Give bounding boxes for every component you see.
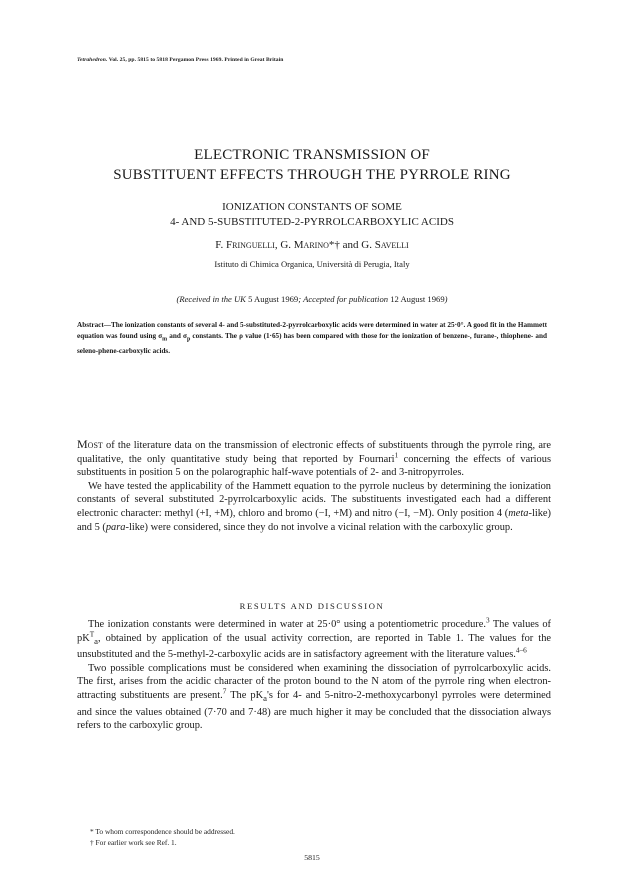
results-p1-text-1: The ionization constants were determined in water at 25·0° using a potentiometric procedure. (88, 619, 486, 630)
abstract (77, 320, 547, 358)
footnote-earlier-work: † For earlier work see Ref. 1. (90, 837, 177, 847)
results-ref-3: 3 (485, 616, 490, 625)
results-p1-text-3: , obtained by application of the usual activity correction, are reported in Table 1. The values for the unsubstituted and the 5-methyl-2-carboxylic acids are in satisfactory agreement with the literature values. (77, 632, 551, 661)
journal-header (77, 57, 283, 63)
introduction (77, 438, 551, 534)
abstract-paragraph (77, 320, 547, 358)
author-3-initial: G. (361, 239, 375, 251)
article-subtitle (0, 200, 624, 230)
article-title (0, 145, 624, 185)
received-date: 5 August 1969 (248, 294, 299, 304)
intro-meta: meta (508, 507, 529, 519)
results-k-sub: a (94, 635, 98, 646)
abstract-sub-m: m (162, 336, 168, 343)
results-paragraph-1 (77, 618, 551, 662)
results-pka-sub: a (263, 693, 267, 704)
results-ref-4-6: 4–6 (515, 646, 527, 655)
subtitle-line-2: 4- AND 5-SUBSTITUTED-2-PYRROLCARBOXYLIC ACIDS (170, 216, 454, 228)
author-1-name: Fringuelli (226, 239, 275, 251)
intro-p2-text-2: -like) and 5 ( (77, 507, 551, 533)
abstract-label: Abstract (77, 321, 104, 329)
journal-name: Tetrahedron. (77, 57, 108, 63)
author-2-name: Marino (293, 239, 329, 251)
intro-p2-text-1: We have tested the applicability of the Hammett equation to the pyrrole nucleus by determining the ionization constants of several substituted 2-pyrrolcarboxylic acids. The substituents investigated each had a different electronic character: methyl (+I, +M), chloro and bromo (−I, +M) and nitro (−I, −M). Only position 4 ( (77, 480, 551, 519)
author-2-marks: *† (328, 239, 340, 251)
title-line-1: ELECTRONIC TRANSMISSION OF (194, 147, 430, 163)
abstract-text-2: and σ (167, 332, 187, 341)
results-ref-7: 7 (222, 687, 227, 696)
author-and: and (339, 239, 362, 251)
intro-paragraph-1 (77, 438, 551, 480)
intro-p2-text-3: -like) were considered, since they do not involve a vicinal relation with the carboxylic group. (125, 521, 513, 533)
affiliation: Istituto di Chimica Organica, Università di Perugia, Italy (214, 259, 410, 269)
author-list: F. Fringuelli, G. Marino*† and G. Savelli (215, 239, 409, 251)
title-line-2: SUBSTITUENT EFFECTS THROUGH THE PYRROLE RING (113, 167, 511, 183)
footnote-correspondence: * To whom correspondence should be addressed. (90, 827, 235, 836)
results-discussion (77, 618, 551, 733)
results-paragraph-2 (77, 662, 551, 733)
page-number: 5815 (304, 853, 320, 862)
abstract-sub-p: p (186, 336, 191, 343)
results-p2-text-3: 's for 4- and 5-nitro-2-methoxycarbonyl pyrroles were determined and since the values obtained (7·70 and 7·48) are much higher it may be concluded that the dissociation always refers to the carboxylic group. (77, 690, 551, 732)
results-p1-text-2: The values of pK (77, 619, 551, 644)
results-k-sup: T (89, 630, 95, 639)
received-part-2: ; Accepted for publication (298, 294, 391, 304)
journal-citation: Vol. 25, pp. 5815 to 5818 Pergamon Press 1969. Printed in Great Britain (108, 57, 284, 63)
intro-p1-text-1: of the literature data on the transmission of electronic effects of substituents through the pyrrole ring, are qualitative, the only quantitative study being that reported by Fournari (77, 440, 551, 465)
author-1-initial: F. (215, 239, 227, 251)
footnotes (90, 827, 235, 848)
accepted-date: 12 August 1969 (390, 294, 445, 304)
intro-paragraph-2 (77, 480, 551, 534)
section-heading: RESULTS AND DISCUSSION (239, 601, 385, 611)
intro-lead-word: Most (77, 437, 103, 451)
abstract-text-1: —The ionization constants of several 4- and 5-substituted-2-pyrrolcarboxylic acids were determined in water at 25·0°. A good fit in the Hammett equation was found using σ (77, 321, 547, 341)
author-2-initial: G. (280, 239, 294, 251)
results-p2-text-1: Two possible complications must be considered when examining the dissociation of pyrrolcarboxylic acids. The first, arises from the acidic character of the proton bound to the N atom of the pyrrole ring when electron-attracting substituents are present. (77, 662, 551, 702)
intro-p1-text-2: concerning the effects of various substituents in position 5 on the polarographic half-wave potentials of 2- and 3-nitropyrroles. (77, 453, 551, 479)
subtitle-line-1: IONIZATION CONSTANTS OF SOME (222, 201, 402, 213)
abstract-text-3: constants. The ρ value (1·65) has been compared with those for the ionization of benzene-, furane-, thiophene- and seleno-phene-carboxylic acids. (77, 332, 548, 356)
received-part-3: ) (444, 294, 448, 304)
received-part-1: (Received in the UK (176, 294, 249, 304)
intro-para: para (105, 521, 126, 533)
author-3-name: Savelli (374, 239, 409, 251)
received-line (0, 293, 624, 305)
intro-ref-1: 1 (394, 451, 399, 460)
results-p2-text-2: The pK (226, 690, 264, 702)
